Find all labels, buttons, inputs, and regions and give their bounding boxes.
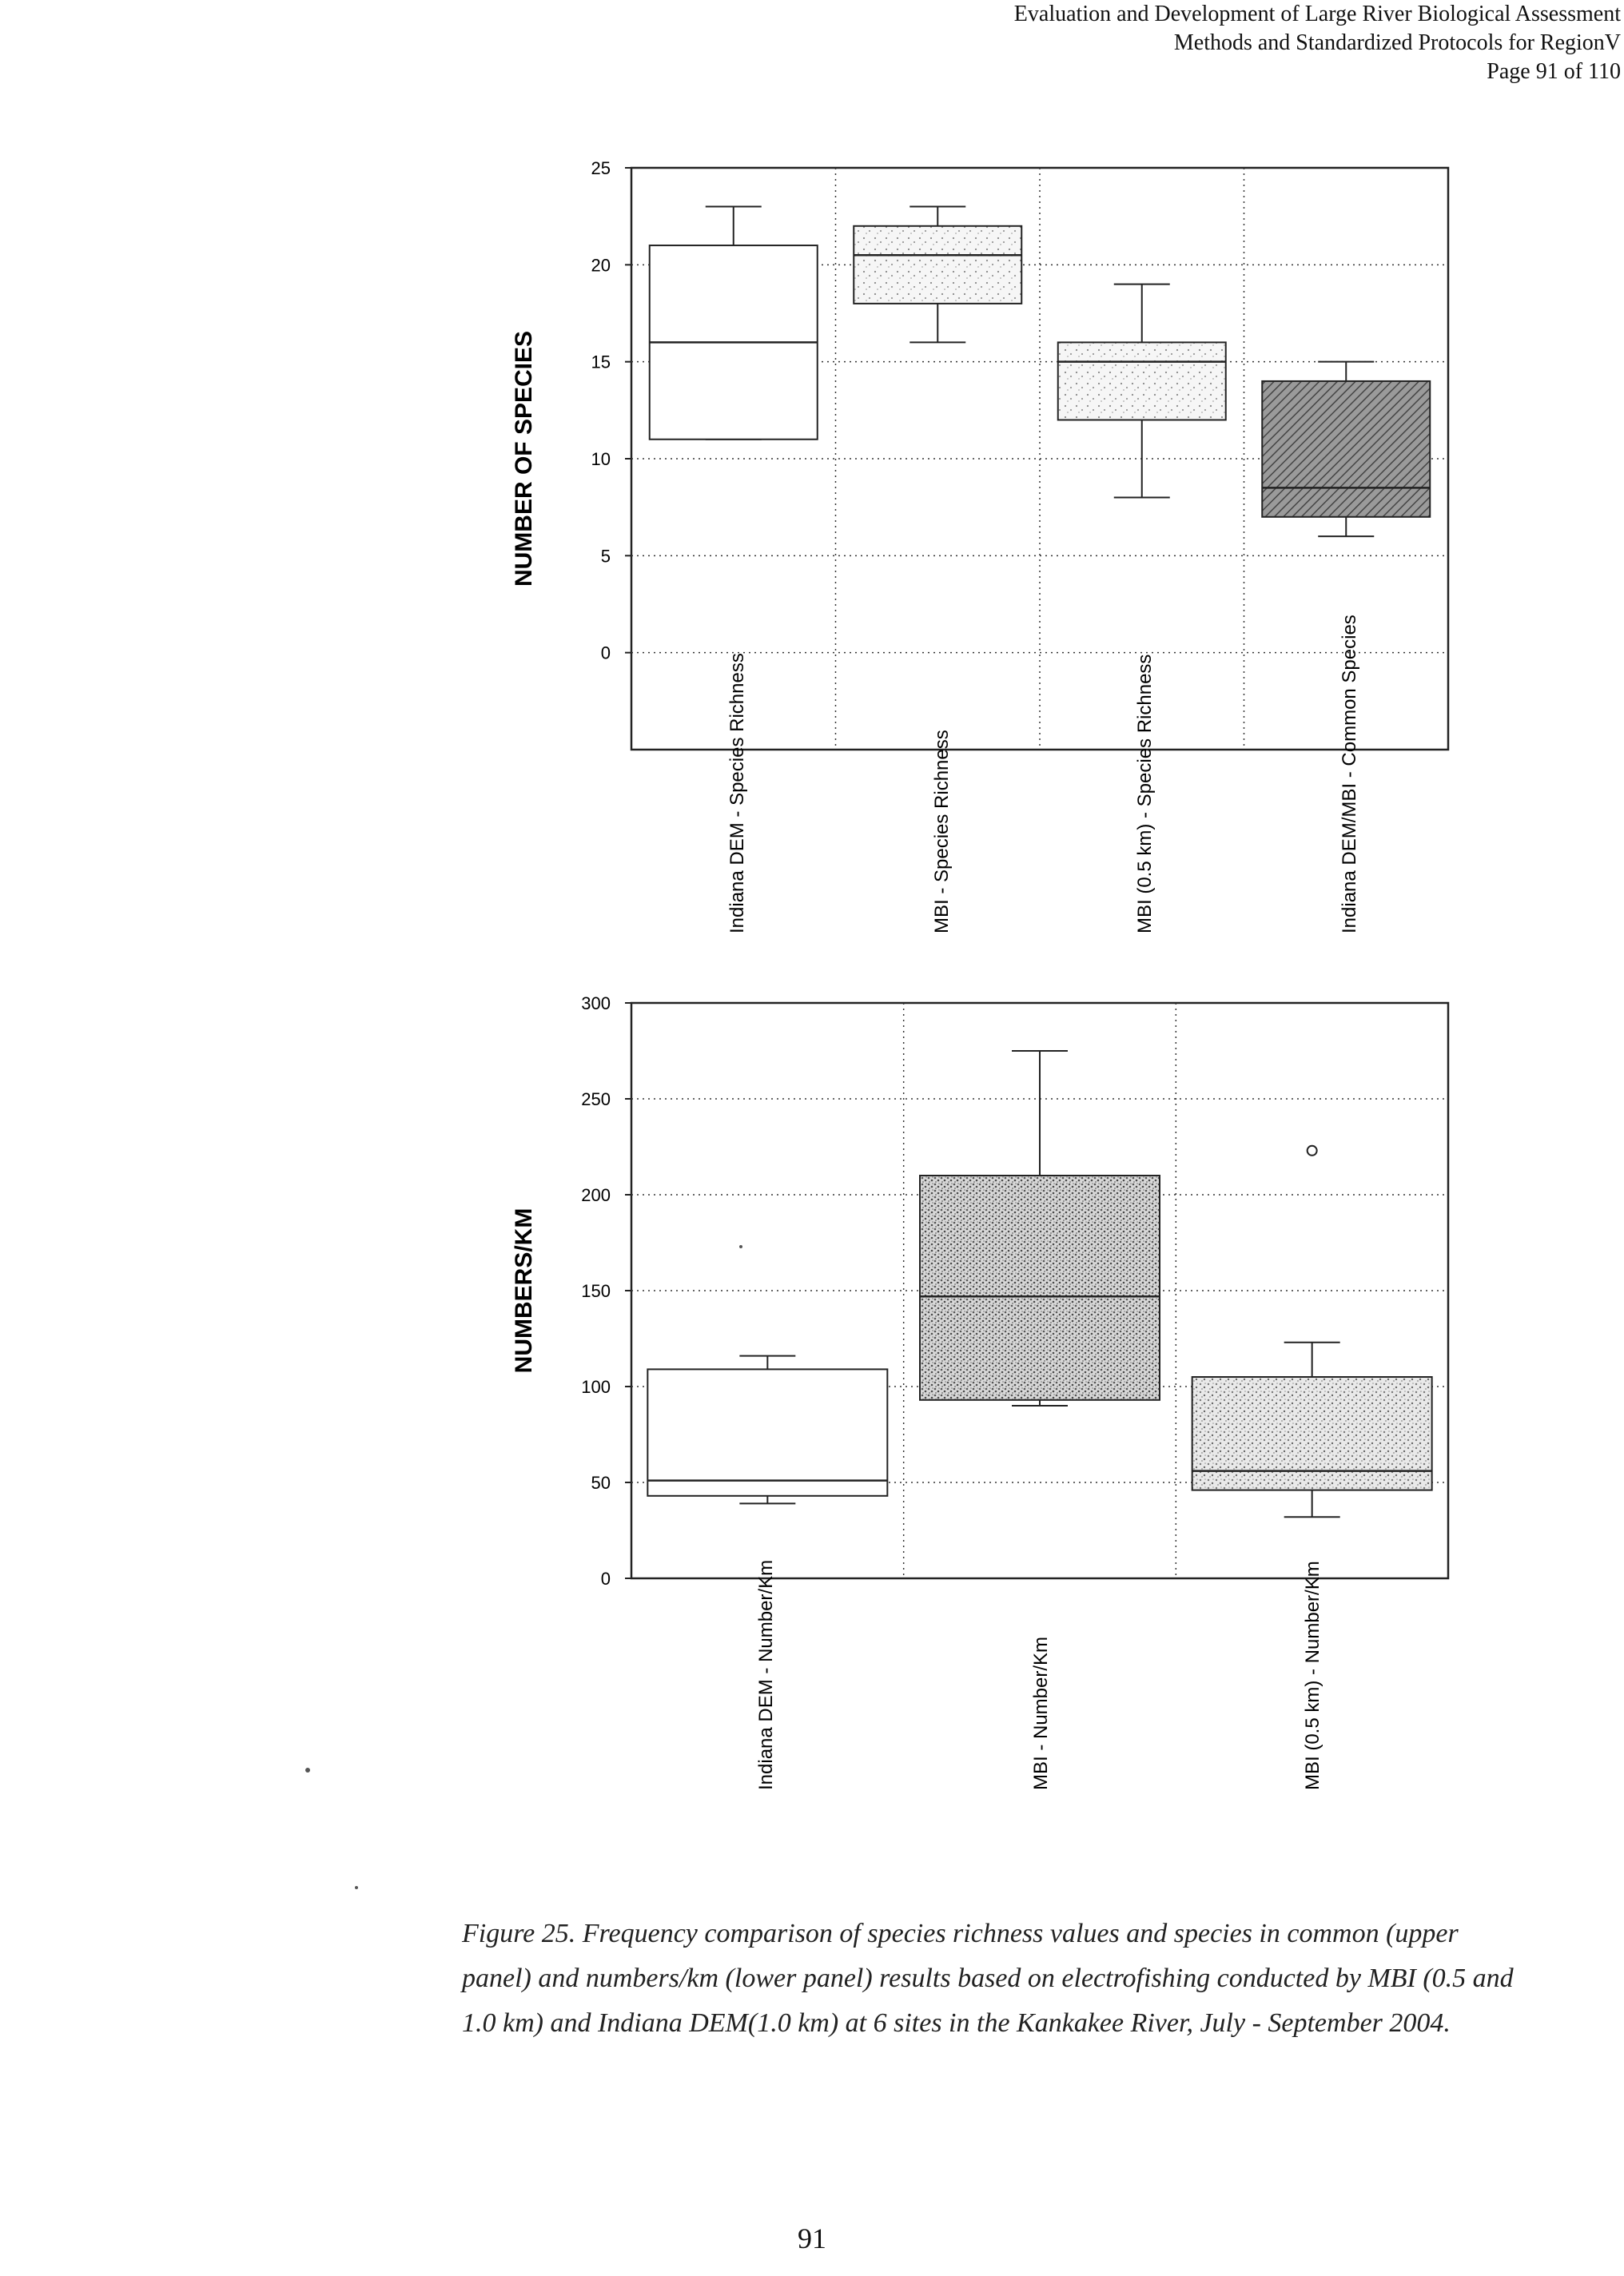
- category-label: MBI (0.5 km) - Number/Km: [1302, 1561, 1323, 1790]
- box-iqr: [1058, 342, 1226, 420]
- y-tick-label: 10: [591, 449, 611, 469]
- category-label: MBI - Number/Km: [1030, 1636, 1052, 1790]
- page-number: 91: [798, 2222, 826, 2254]
- scan-speck: [739, 1245, 742, 1248]
- scan-speck: [305, 1768, 310, 1773]
- y-tick-label: 25: [591, 158, 611, 178]
- category-label: Indiana DEM - Number/Km: [755, 1559, 777, 1790]
- y-tick-label: 150: [581, 1281, 611, 1301]
- y-axis-label: NUMBER OF SPECIES: [511, 330, 537, 587]
- header-line-2: Methods and Standardized Protocols for RegionV: [1173, 30, 1621, 55]
- box-iqr: [920, 1176, 1160, 1400]
- category-label: Indiana DEM/MBI - Common Species: [1339, 615, 1360, 933]
- box-iqr: [1262, 381, 1430, 517]
- category-label: MBI - Species Richness: [931, 730, 953, 933]
- box-iqr: [647, 1369, 887, 1495]
- y-tick-label: 300: [581, 993, 611, 1013]
- figure-caption: Figure 25. Frequency comparison of species richness values and species in common (upper panel) and numbers/km (lower panel) results based on electrofishing conducted by MBI (0.5 and 1.0 km) and Indiana DEM(1.0 km) at 6 sites in the Kankakee River, July - September 2004.: [462, 1919, 1514, 2038]
- category-label: MBI (0.5 km) - Species Richness: [1134, 654, 1156, 933]
- header-line-3: Page 91 of 110: [1487, 59, 1621, 84]
- y-tick-label: 15: [591, 352, 611, 372]
- box-iqr: [854, 226, 1021, 304]
- y-tick-label: 250: [581, 1089, 611, 1109]
- scan-speck: [355, 1886, 358, 1889]
- box-iqr: [1192, 1377, 1432, 1490]
- category-label: Indiana DEM - Species Richness: [726, 653, 748, 933]
- header-line-1: Evaluation and Development of Large River Biological Assessment: [1013, 2, 1621, 26]
- upper-panel-species-richness: [511, 158, 1448, 933]
- y-tick-label: 100: [581, 1377, 611, 1397]
- y-tick-label: 0: [600, 1569, 611, 1589]
- lower-panel-numbers-per-km: [511, 993, 1448, 1790]
- y-tick-label: 50: [591, 1473, 611, 1493]
- outlier-point: [1308, 1146, 1317, 1156]
- y-tick-label: 5: [600, 546, 611, 567]
- y-tick-label: 0: [600, 643, 611, 663]
- y-axis-label: NUMBERS/KM: [511, 1208, 537, 1374]
- y-tick-label: 20: [591, 255, 611, 276]
- y-tick-label: 200: [581, 1185, 611, 1205]
